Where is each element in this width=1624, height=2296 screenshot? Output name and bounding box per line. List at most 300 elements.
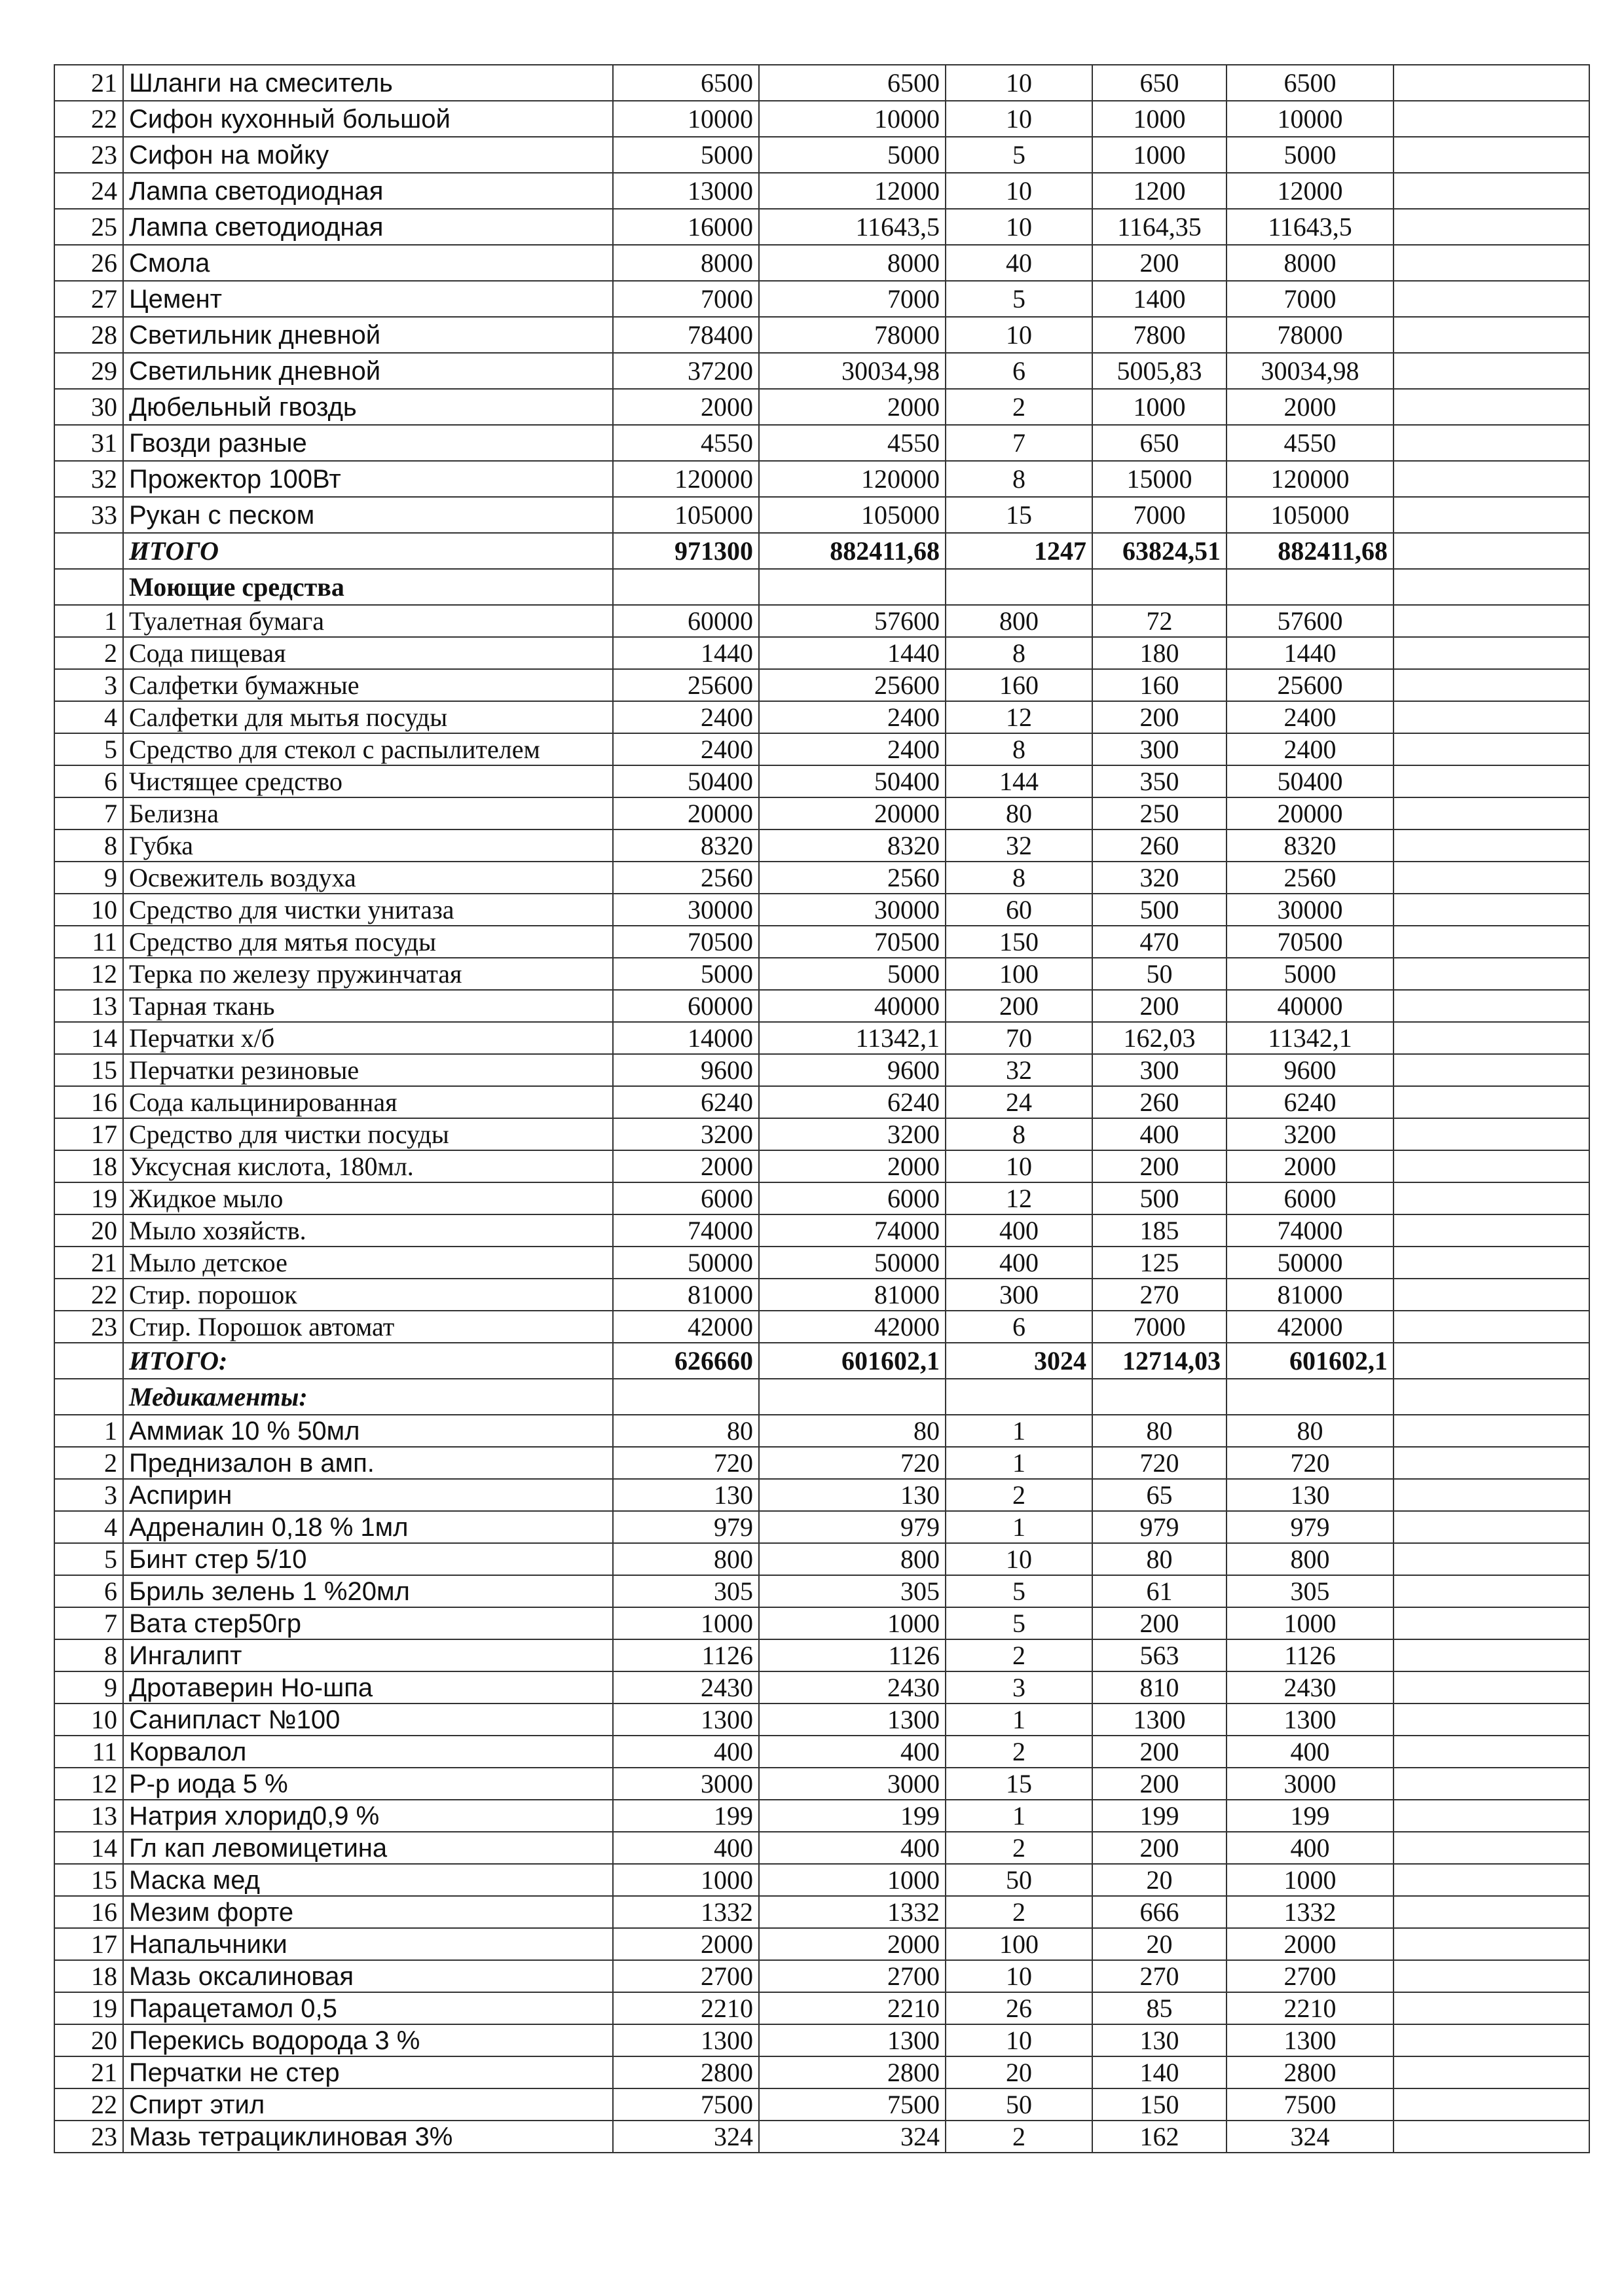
table-row	[54, 1960, 1589, 1992]
row-number-cell: 23	[54, 2121, 123, 2153]
empty-cell	[1393, 829, 1589, 862]
empty-cell	[1393, 862, 1589, 894]
row-number-cell: 30	[54, 389, 123, 425]
amount-cell-2: 1440	[759, 637, 946, 669]
amount-cell-1: 8320	[613, 829, 759, 862]
amount-cell-2: 5000	[759, 137, 946, 173]
empty-cell	[1393, 1928, 1589, 1960]
row-number-cell: 28	[54, 317, 123, 353]
row-number-cell: 6	[54, 1575, 123, 1607]
item-name-cell: Ингалипт	[123, 1639, 613, 1671]
amount-cell-3: 2560	[1227, 862, 1393, 894]
item-name-cell: Прожектор 100Вт	[123, 461, 613, 497]
table-row	[54, 1543, 1589, 1575]
table-row	[54, 1768, 1589, 1800]
empty-cell	[1393, 765, 1589, 797]
empty-cell	[1393, 958, 1589, 990]
amount-cell-1: 199	[613, 1800, 759, 1832]
unit-price-cell: 200	[1092, 701, 1227, 733]
item-name-cell: Аспирин	[123, 1479, 613, 1511]
item-name-cell: Р-р иода 5 %	[123, 1768, 613, 1800]
empty-cell	[759, 1379, 946, 1415]
quantity-cell: 5	[946, 1607, 1092, 1639]
item-name-cell: Светильник дневной	[123, 317, 613, 353]
quantity-cell: 5	[946, 1575, 1092, 1607]
amount-cell-2: 6240	[759, 1086, 946, 1118]
amount-cell-2: 2400	[759, 733, 946, 765]
amount-cell-1: 979	[613, 1511, 759, 1543]
item-name-cell: Стир. Порошок автомат	[123, 1311, 613, 1343]
amount-cell-3: 6500	[1227, 65, 1393, 101]
table-row	[54, 1671, 1589, 1704]
quantity-cell: 2	[946, 1832, 1092, 1864]
section-title: Медикаменты:	[123, 1379, 613, 1415]
row-number-cell: 13	[54, 990, 123, 1022]
quantity-cell: 26	[946, 1992, 1092, 2024]
table-row	[54, 605, 1589, 637]
amount-cell-1: 2000	[613, 1928, 759, 1960]
unit-price-cell: 7000	[1092, 1311, 1227, 1343]
amount-cell-2: 2430	[759, 1671, 946, 1704]
amount-cell-3: 10000	[1227, 101, 1393, 137]
unit-price-cell: 200	[1092, 1607, 1227, 1639]
empty-cell	[1393, 209, 1589, 245]
amount-cell-2: 1332	[759, 1896, 946, 1928]
row-number-cell: 26	[54, 245, 123, 281]
table-row	[54, 797, 1589, 829]
quantity-cell: 5	[946, 281, 1092, 317]
amount-cell-3: 25600	[1227, 669, 1393, 701]
quantity-cell: 10	[946, 2024, 1092, 2056]
item-name-cell: Бриль зелень 1 %20мл	[123, 1575, 613, 1607]
row-number-cell: 33	[54, 497, 123, 533]
table-row	[54, 1447, 1589, 1479]
unit-price-cell: 7800	[1092, 317, 1227, 353]
amount-cell-1: 400	[613, 1736, 759, 1768]
row-number-cell: 4	[54, 1511, 123, 1543]
amount-cell-3: 2400	[1227, 701, 1393, 733]
row-number-cell: 2	[54, 637, 123, 669]
unit-price-cell: 140	[1092, 2056, 1227, 2088]
item-name-cell: Средство для мятья посуды	[123, 926, 613, 958]
unit-price-cell: 1300	[1092, 1704, 1227, 1736]
amount-cell-1: 20000	[613, 797, 759, 829]
row-number-cell: 15	[54, 1054, 123, 1086]
table-row	[54, 1639, 1589, 1671]
amount-cell-1: 7000	[613, 281, 759, 317]
amount-cell-1: 400	[613, 1832, 759, 1864]
table-row	[54, 497, 1589, 533]
amount-cell-1: 5000	[613, 137, 759, 173]
empty-cell	[1393, 1768, 1589, 1800]
empty-cell	[1393, 1118, 1589, 1150]
amount-cell-1: 2430	[613, 1671, 759, 1704]
unit-price-cell: 720	[1092, 1447, 1227, 1479]
amount-cell-2: 2000	[759, 1928, 946, 1960]
amount-cell-2: 199	[759, 1800, 946, 1832]
item-name-cell: Санипласт №100	[123, 1704, 613, 1736]
row-number-cell: 12	[54, 958, 123, 990]
quantity-cell: 200	[946, 990, 1092, 1022]
empty-cell	[1393, 1086, 1589, 1118]
item-name-cell: Лампа светодиодная	[123, 173, 613, 209]
quantity-cell: 50	[946, 2088, 1092, 2121]
amount-cell-1: 60000	[613, 990, 759, 1022]
table-row	[54, 2088, 1589, 2121]
amount-cell-2: 2400	[759, 701, 946, 733]
unit-price-cell: 470	[1092, 926, 1227, 958]
quantity-cell: 7	[946, 425, 1092, 461]
table-row	[54, 862, 1589, 894]
amount-cell-2: 1300	[759, 1704, 946, 1736]
amount-cell-1: 1332	[613, 1896, 759, 1928]
amount-cell-3: 720	[1227, 1447, 1393, 1479]
table-row	[54, 1054, 1589, 1086]
unit-price-cell: 72	[1092, 605, 1227, 637]
row-number-cell: 20	[54, 1214, 123, 1247]
unit-price-cell: 320	[1092, 862, 1227, 894]
amount-cell-2: 50400	[759, 765, 946, 797]
amount-cell-3: 105000	[1227, 497, 1393, 533]
amount-cell-1: 25600	[613, 669, 759, 701]
empty-cell	[1393, 926, 1589, 958]
amount-cell-3: 6000	[1227, 1182, 1393, 1214]
amount-cell-2: 2000	[759, 1150, 946, 1182]
unit-price-cell: 199	[1092, 1800, 1227, 1832]
quantity-cell: 400	[946, 1214, 1092, 1247]
empty-cell	[1393, 173, 1589, 209]
unit-price-cell: 979	[1092, 1511, 1227, 1543]
amount-cell-2: 400	[759, 1736, 946, 1768]
quantity-cell: 10	[946, 173, 1092, 209]
amount-cell-3: 30034,98	[1227, 353, 1393, 389]
item-name-cell: Преднизалон в амп.	[123, 1447, 613, 1479]
empty-cell	[1393, 65, 1589, 101]
amount-cell-2: 4550	[759, 425, 946, 461]
unit-price-cell: 200	[1092, 990, 1227, 1022]
amount-cell-1: 3200	[613, 1118, 759, 1150]
row-number-cell: 8	[54, 829, 123, 862]
item-name-cell: Средство для чистки посуды	[123, 1118, 613, 1150]
amount-cell-3: 2400	[1227, 733, 1393, 765]
empty-cell	[1393, 1896, 1589, 1928]
quantity-cell: 8	[946, 461, 1092, 497]
empty-cell	[1393, 1415, 1589, 1447]
amount-cell-2: 720	[759, 1447, 946, 1479]
amount-cell-2: 30034,98	[759, 353, 946, 389]
amount-cell-2: 2700	[759, 1960, 946, 1992]
total-amount-3: 882411,68	[1227, 533, 1393, 569]
item-name-cell: Натрия хлорид0,9 %	[123, 1800, 613, 1832]
row-number-cell: 16	[54, 1896, 123, 1928]
table-row	[54, 1575, 1589, 1607]
total-unit-price: 12714,03	[1092, 1343, 1227, 1379]
amount-cell-1: 14000	[613, 1022, 759, 1054]
quantity-cell: 40	[946, 245, 1092, 281]
row-number-cell: 9	[54, 1671, 123, 1704]
unit-price-cell: 270	[1092, 1279, 1227, 1311]
unit-price-cell: 500	[1092, 1182, 1227, 1214]
empty-cell	[1393, 1379, 1589, 1415]
amount-cell-2: 80	[759, 1415, 946, 1447]
empty-cell	[613, 1379, 759, 1415]
row-number-cell: 27	[54, 281, 123, 317]
item-name-cell: Белизна	[123, 797, 613, 829]
amount-cell-1: 50400	[613, 765, 759, 797]
items-table-body	[54, 65, 1589, 2153]
total-amount-1: 626660	[613, 1343, 759, 1379]
table-row	[54, 2024, 1589, 2056]
table-row	[54, 637, 1589, 669]
amount-cell-1: 37200	[613, 353, 759, 389]
table-row	[54, 1118, 1589, 1150]
item-name-cell: Терка по железу пружинчатая	[123, 958, 613, 990]
table-row	[54, 1247, 1589, 1279]
amount-cell-2: 400	[759, 1832, 946, 1864]
empty-cell	[1393, 1607, 1589, 1639]
amount-cell-2: 9600	[759, 1054, 946, 1086]
item-name-cell: Аммиак 10 % 50мл	[123, 1415, 613, 1447]
amount-cell-1: 1000	[613, 1864, 759, 1896]
unit-price-cell: 200	[1092, 1150, 1227, 1182]
amount-cell-3: 1126	[1227, 1639, 1393, 1671]
empty-cell	[1393, 1054, 1589, 1086]
section-header-row	[54, 569, 1589, 605]
empty-cell	[1393, 733, 1589, 765]
amount-cell-1: 50000	[613, 1247, 759, 1279]
table-row	[54, 1800, 1589, 1832]
item-name-cell: Салфетки для мытья посуды	[123, 701, 613, 733]
empty-cell	[1393, 637, 1589, 669]
quantity-cell: 3	[946, 1671, 1092, 1704]
empty-cell	[1393, 1832, 1589, 1864]
amount-cell-2: 70500	[759, 926, 946, 958]
amount-cell-3: 12000	[1227, 173, 1393, 209]
row-number-cell: 20	[54, 2024, 123, 2056]
table-row	[54, 1864, 1589, 1896]
row-number-cell: 18	[54, 1150, 123, 1182]
table-row	[54, 1311, 1589, 1343]
amount-cell-2: 5000	[759, 958, 946, 990]
amount-cell-3: 3000	[1227, 1768, 1393, 1800]
table-row	[54, 765, 1589, 797]
row-number-cell: 1	[54, 605, 123, 637]
empty-cell	[1393, 990, 1589, 1022]
row-number-cell	[54, 1343, 123, 1379]
amount-cell-2: 78000	[759, 317, 946, 353]
amount-cell-2: 800	[759, 1543, 946, 1575]
table-row	[54, 2121, 1589, 2153]
amount-cell-3: 20000	[1227, 797, 1393, 829]
item-name-cell: Чистящее средство	[123, 765, 613, 797]
amount-cell-3: 324	[1227, 2121, 1393, 2153]
item-name-cell: Перчатки х/б	[123, 1022, 613, 1054]
amount-cell-3: 50400	[1227, 765, 1393, 797]
quantity-cell: 32	[946, 829, 1092, 862]
table-row	[54, 389, 1589, 425]
empty-cell	[1393, 1639, 1589, 1671]
quantity-cell: 15	[946, 497, 1092, 533]
row-number-cell: 29	[54, 353, 123, 389]
quantity-cell: 2	[946, 1639, 1092, 1671]
amount-cell-2: 1000	[759, 1607, 946, 1639]
unit-price-cell: 150	[1092, 2088, 1227, 2121]
item-name-cell: Салфетки бумажные	[123, 669, 613, 701]
empty-cell	[1393, 137, 1589, 173]
unit-price-cell: 160	[1092, 669, 1227, 701]
amount-cell-1: 2000	[613, 389, 759, 425]
unit-price-cell: 270	[1092, 1960, 1227, 1992]
row-number-cell: 10	[54, 894, 123, 926]
amount-cell-2: 8320	[759, 829, 946, 862]
quantity-cell: 6	[946, 353, 1092, 389]
amount-cell-1: 1300	[613, 1704, 759, 1736]
amount-cell-1: 13000	[613, 173, 759, 209]
total-label: ИТОГО	[123, 533, 613, 569]
amount-cell-3: 5000	[1227, 137, 1393, 173]
row-number-cell: 2	[54, 1447, 123, 1479]
row-number-cell: 18	[54, 1960, 123, 1992]
row-number-cell: 11	[54, 926, 123, 958]
row-number-cell	[54, 569, 123, 605]
quantity-cell: 2	[946, 389, 1092, 425]
item-name-cell: Цемент	[123, 281, 613, 317]
total-quantity: 3024	[946, 1343, 1092, 1379]
total-unit-price: 63824,51	[1092, 533, 1227, 569]
quantity-cell: 2	[946, 1896, 1092, 1928]
amount-cell-2: 305	[759, 1575, 946, 1607]
amount-cell-2: 2210	[759, 1992, 946, 2024]
empty-cell	[1092, 569, 1227, 605]
amount-cell-1: 6500	[613, 65, 759, 101]
table-row	[54, 137, 1589, 173]
item-name-cell: Перчатки резиновые	[123, 1054, 613, 1086]
quantity-cell: 8	[946, 733, 1092, 765]
amount-cell-3: 2000	[1227, 1928, 1393, 1960]
unit-price-cell: 125	[1092, 1247, 1227, 1279]
item-name-cell: Рукан с песком	[123, 497, 613, 533]
empty-cell	[1393, 1671, 1589, 1704]
row-number-cell: 9	[54, 862, 123, 894]
item-name-cell: Туалетная бумага	[123, 605, 613, 637]
table-row	[54, 353, 1589, 389]
unit-price-cell: 563	[1092, 1639, 1227, 1671]
empty-cell	[1393, 1864, 1589, 1896]
amount-cell-1: 130	[613, 1479, 759, 1511]
empty-cell	[1227, 1379, 1393, 1415]
amount-cell-3: 305	[1227, 1575, 1393, 1607]
empty-cell	[946, 1379, 1092, 1415]
quantity-cell: 10	[946, 1543, 1092, 1575]
amount-cell-3: 5000	[1227, 958, 1393, 990]
items-table	[54, 64, 1590, 2153]
unit-price-cell: 80	[1092, 1415, 1227, 1447]
quantity-cell: 8	[946, 862, 1092, 894]
amount-cell-2: 7500	[759, 2088, 946, 2121]
amount-cell-3: 11342,1	[1227, 1022, 1393, 1054]
table-row	[54, 1214, 1589, 1247]
quantity-cell: 8	[946, 637, 1092, 669]
row-number-cell: 19	[54, 1992, 123, 2024]
empty-cell	[1393, 245, 1589, 281]
table-row	[54, 1896, 1589, 1928]
item-name-cell: Напальчники	[123, 1928, 613, 1960]
amount-cell-1: 305	[613, 1575, 759, 1607]
amount-cell-3: 400	[1227, 1832, 1393, 1864]
unit-price-cell: 300	[1092, 733, 1227, 765]
empty-cell	[1393, 669, 1589, 701]
table-row	[54, 733, 1589, 765]
quantity-cell: 150	[946, 926, 1092, 958]
amount-cell-3: 2700	[1227, 1960, 1393, 1992]
item-name-cell: Спирт этил	[123, 2088, 613, 2121]
empty-cell	[1393, 1960, 1589, 1992]
row-number-cell: 14	[54, 1832, 123, 1864]
quantity-cell: 1	[946, 1447, 1092, 1479]
row-number-cell: 17	[54, 1118, 123, 1150]
item-name-cell: Жидкое мыло	[123, 1182, 613, 1214]
table-row	[54, 669, 1589, 701]
total-amount-3: 601602,1	[1227, 1343, 1393, 1379]
empty-cell	[1393, 1447, 1589, 1479]
amount-cell-2: 12000	[759, 173, 946, 209]
amount-cell-1: 800	[613, 1543, 759, 1575]
empty-cell	[1393, 353, 1589, 389]
amount-cell-2: 50000	[759, 1247, 946, 1279]
unit-price-cell: 162,03	[1092, 1022, 1227, 1054]
amount-cell-1: 5000	[613, 958, 759, 990]
unit-price-cell: 80	[1092, 1543, 1227, 1575]
amount-cell-2: 8000	[759, 245, 946, 281]
item-name-cell: Сифон кухонный большой	[123, 101, 613, 137]
total-amount-2: 601602,1	[759, 1343, 946, 1379]
unit-price-cell: 810	[1092, 1671, 1227, 1704]
quantity-cell: 100	[946, 1928, 1092, 1960]
amount-cell-1: 60000	[613, 605, 759, 637]
item-name-cell: Бинт стер 5/10	[123, 1543, 613, 1575]
unit-price-cell: 200	[1092, 1832, 1227, 1864]
empty-cell	[1393, 2056, 1589, 2088]
amount-cell-3: 2800	[1227, 2056, 1393, 2088]
item-name-cell: Дюбельный гвоздь	[123, 389, 613, 425]
amount-cell-3: 2430	[1227, 1671, 1393, 1704]
amount-cell-3: 74000	[1227, 1214, 1393, 1247]
amount-cell-1: 1000	[613, 1607, 759, 1639]
empty-cell	[946, 569, 1092, 605]
table-row	[54, 281, 1589, 317]
total-amount-1: 971300	[613, 533, 759, 569]
amount-cell-2: 6500	[759, 65, 946, 101]
amount-cell-1: 2000	[613, 1150, 759, 1182]
amount-cell-2: 7000	[759, 281, 946, 317]
empty-cell	[1092, 1379, 1227, 1415]
amount-cell-3: 50000	[1227, 1247, 1393, 1279]
unit-price-cell: 1000	[1092, 101, 1227, 137]
amount-cell-3: 78000	[1227, 317, 1393, 353]
amount-cell-3: 80	[1227, 1415, 1393, 1447]
amount-cell-1: 16000	[613, 209, 759, 245]
quantity-cell: 12	[946, 1182, 1092, 1214]
empty-cell	[1393, 497, 1589, 533]
total-quantity: 1247	[946, 533, 1092, 569]
amount-cell-3: 4550	[1227, 425, 1393, 461]
item-name-cell: Мазь тетрациклиновая 3%	[123, 2121, 613, 2153]
amount-cell-2: 2800	[759, 2056, 946, 2088]
row-number-cell: 31	[54, 425, 123, 461]
amount-cell-1: 324	[613, 2121, 759, 2153]
unit-price-cell: 400	[1092, 1118, 1227, 1150]
amount-cell-3: 9600	[1227, 1054, 1393, 1086]
